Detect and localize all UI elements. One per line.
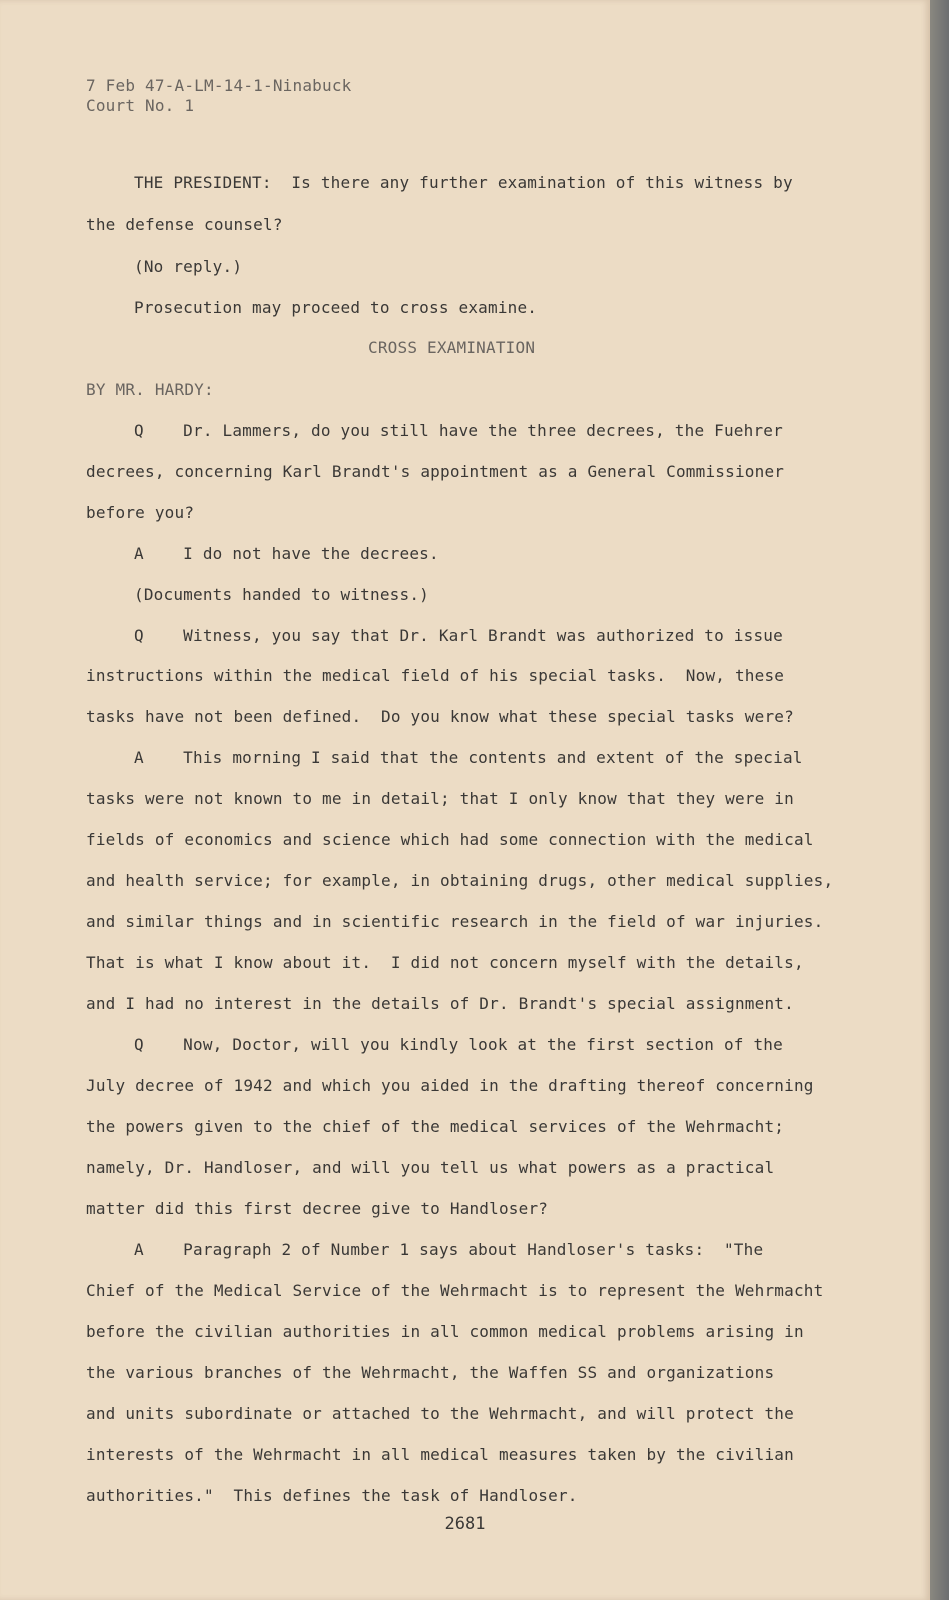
examiner-label: BY MR. HARDY: bbox=[86, 380, 214, 399]
transcript-line: before the civilian authorities in all common medical problems arising in bbox=[86, 1322, 804, 1341]
transcript-line: and similar things and in scientific research in the field of war injuries. bbox=[86, 912, 824, 931]
transcript-line: instructions within the medical field of his special tasks. Now, these bbox=[86, 666, 785, 685]
transcript-line: and health service; for example, in obtaining drugs, other medical supplies, bbox=[86, 871, 834, 890]
transcript-line: (No reply.) bbox=[134, 257, 243, 276]
transcript-line: THE PRESIDENT: Is there any further examination of this witness by bbox=[134, 173, 793, 192]
transcript-line: decrees, concerning Karl Brandt's appointment as a General Commissioner bbox=[86, 462, 785, 481]
transcript-line: Chief of the Medical Service of the Wehrmacht is to represent the Wehrmacht bbox=[86, 1281, 824, 1300]
transcript-line: matter did this first decree give to Handloser? bbox=[86, 1199, 549, 1218]
transcript-line: fields of economics and science which had some connection with the medical bbox=[86, 830, 814, 849]
transcript-line: A This morning I said that the contents and extent of the special bbox=[134, 748, 803, 767]
transcript-line: and units subordinate or attached to the Wehrmacht, and will protect the bbox=[86, 1404, 794, 1423]
scanner-background-edge bbox=[930, 0, 949, 1600]
transcript-line: the various branches of the Wehrmacht, the Waffen SS and organizations bbox=[86, 1363, 775, 1382]
transcript-line: before you? bbox=[86, 503, 195, 522]
transcript-line: A I do not have the decrees. bbox=[134, 544, 439, 563]
transcript-line: That is what I know about it. I did not concern myself with the details, bbox=[86, 953, 804, 972]
transcript-line: Q Witness, you say that Dr. Karl Brandt was authorized to issue bbox=[134, 626, 783, 645]
transcript-line: namely, Dr. Handloser, and will you tell us what powers as a practical bbox=[86, 1158, 775, 1177]
transcript-line: the defense counsel? bbox=[86, 215, 283, 234]
header-line-date-code: 7 Feb 47-A-LM-14-1-Ninabuck bbox=[86, 76, 352, 95]
transcript-line: the powers given to the chief of the medical services of the Wehrmacht; bbox=[86, 1117, 785, 1136]
transcript-line: July decree of 1942 and which you aided in the drafting thereof concerning bbox=[86, 1076, 814, 1095]
transcript-line: Q Dr. Lammers, do you still have the three decrees, the Fuehrer bbox=[134, 421, 783, 440]
transcript-line: (Documents handed to witness.) bbox=[134, 585, 429, 604]
header-line-court: Court No. 1 bbox=[86, 96, 195, 115]
transcript-line: tasks have not been defined. Do you know what these special tasks were? bbox=[86, 707, 794, 726]
transcript-line: and I had no interest in the details of Dr. Brandt's special assignment. bbox=[86, 994, 794, 1013]
page-number: 2681 bbox=[444, 1514, 486, 1534]
transcript-line: Prosecution may proceed to cross examine. bbox=[134, 298, 538, 317]
transcript-line: A Paragraph 2 of Number 1 says about Handloser's tasks: "The bbox=[134, 1240, 764, 1259]
section-heading: CROSS EXAMINATION bbox=[368, 338, 536, 357]
transcript-line: Q Now, Doctor, will you kindly look at the first section of the bbox=[134, 1035, 783, 1054]
transcript-line: interests of the Wehrmacht in all medical measures taken by the civilian bbox=[86, 1445, 794, 1464]
transcript-line: tasks were not known to me in detail; that I only know that they were in bbox=[86, 789, 794, 808]
transcript-line: authorities." This defines the task of Handloser. bbox=[86, 1486, 578, 1505]
